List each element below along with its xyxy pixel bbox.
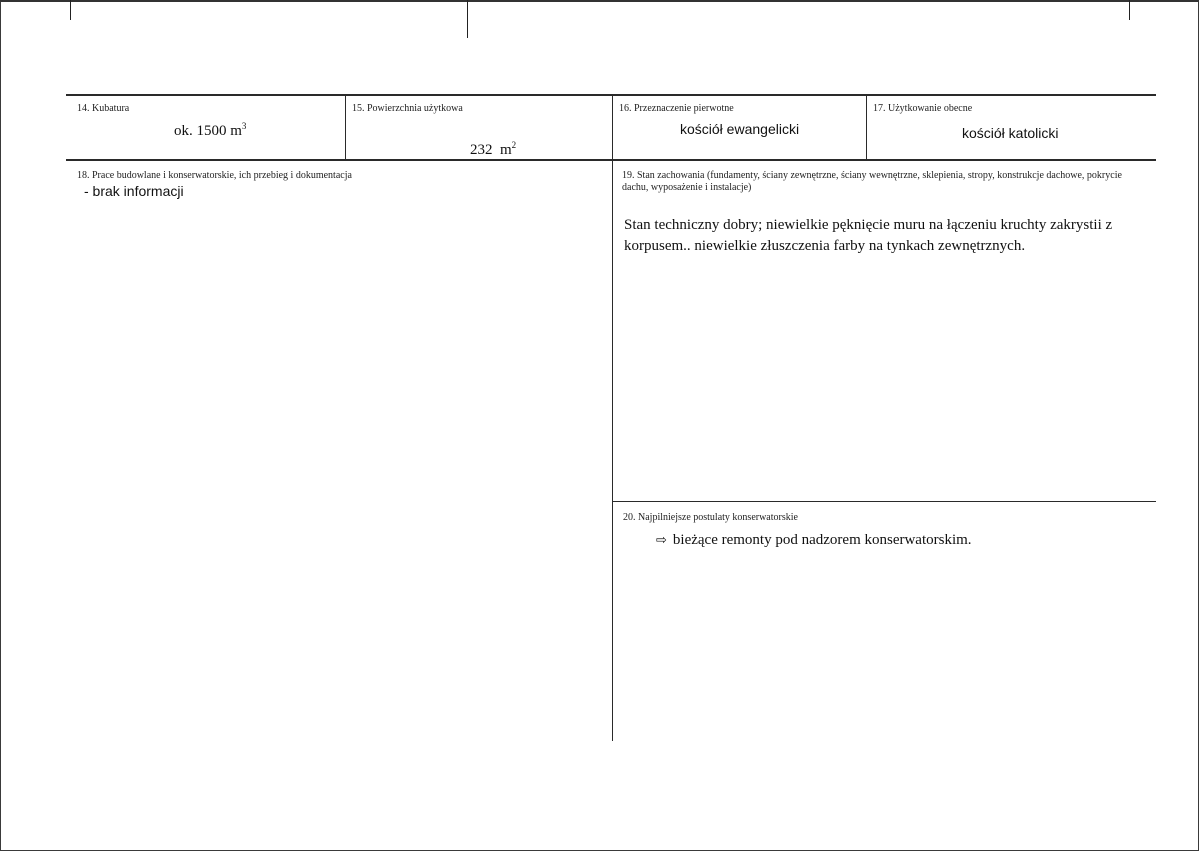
field-16-value: kościół ewangelicki xyxy=(680,121,800,137)
field-15-label: 15. Powierzchnia użytkowa xyxy=(352,103,463,114)
field-18-label: 18. Prace budowlane i konserwatorskie, ich przebieg i dokumentacja xyxy=(77,170,352,181)
row1-bottom-rule xyxy=(66,159,1156,161)
field-14-exponent: 3 xyxy=(241,121,247,131)
field-19-label: 19. Stan zachowania (fundamenty, ściany zewnętrzne, ściany wewnętrzne, sklepienia, stropy, konstrukcje dachowe, pokrycie dachu, wyposażenie i instalacje) xyxy=(622,170,1122,193)
top-tick-center xyxy=(467,0,468,38)
field-15-value xyxy=(455,125,516,176)
field-20-value-row xyxy=(656,530,972,551)
row1-top-rule xyxy=(66,94,1156,96)
divider-main xyxy=(612,95,613,741)
field-20-label: 20. Najpilniejsze postulaty konserwatorskie xyxy=(623,512,798,523)
field-15-exponent: 2 xyxy=(511,140,517,150)
field-17-label: 17. Użytkowanie obecne xyxy=(873,103,973,114)
field-15-number: 232 m xyxy=(470,142,512,158)
field-18-value: - brak informacji xyxy=(84,183,184,199)
top-tick-left xyxy=(70,0,71,20)
field-14-value xyxy=(174,123,246,140)
field-20-value: bieżące remonty pod nadzorem konserwatorskim. xyxy=(672,532,972,548)
field-16-label: 16. Przeznaczenie pierwotne xyxy=(619,103,734,114)
arrow-right-icon: ⇨ xyxy=(656,533,667,548)
divider-14-15 xyxy=(345,95,346,160)
field-14-label: 14. Kubatura xyxy=(77,103,130,114)
field-14-number: ok. 1500 m xyxy=(174,123,242,139)
top-tick-right xyxy=(1129,0,1130,20)
row-20-rule xyxy=(612,501,1156,502)
field-17-value: kościół katolicki xyxy=(962,125,1059,141)
field-19-value: Stan techniczny dobry; niewielkie pęknięcie muru na łączeniu kruchty zakrystii z korpusem.. niewielkie złuszczenia farby na tynkach zewnętrznych. xyxy=(624,217,1113,254)
divider-16-17 xyxy=(866,95,867,160)
